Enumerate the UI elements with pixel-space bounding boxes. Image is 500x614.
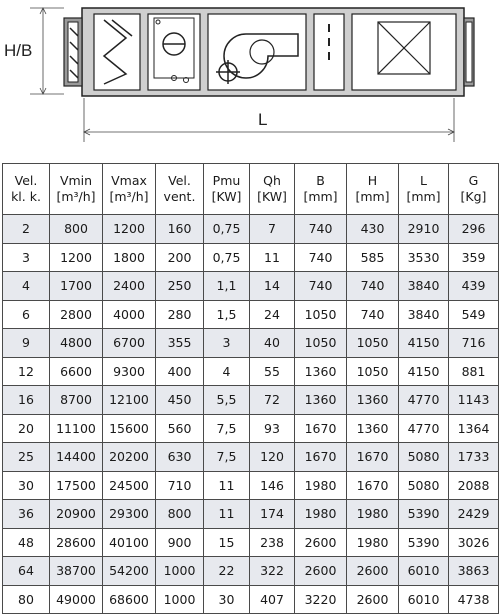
table-cell: 1700 xyxy=(50,272,103,301)
column-header-line: [KW] xyxy=(211,189,242,204)
table-row xyxy=(3,357,499,386)
table-cell: 450 xyxy=(156,386,204,415)
length-dimension xyxy=(84,98,454,142)
table-cell: 4 xyxy=(3,272,50,301)
table-cell: 716 xyxy=(449,329,499,358)
table-row xyxy=(3,272,499,301)
table-row xyxy=(3,414,499,443)
table-cell: 800 xyxy=(50,215,103,244)
table-cell: 585 xyxy=(347,243,399,272)
table-cell: 40100 xyxy=(103,528,156,557)
column-header xyxy=(3,164,50,215)
table-cell: 12100 xyxy=(103,386,156,415)
column-header-line: [mm] xyxy=(406,189,441,204)
table-row xyxy=(3,528,499,557)
table-cell: 24500 xyxy=(103,471,156,500)
column-header xyxy=(250,164,295,215)
table-cell: 2800 xyxy=(50,300,103,329)
eliminator-section-icon xyxy=(314,14,344,90)
table-cell: 1733 xyxy=(449,443,499,472)
table-cell: 1200 xyxy=(103,215,156,244)
table-row xyxy=(3,215,499,244)
table-cell: 280 xyxy=(156,300,204,329)
table-cell: 22 xyxy=(204,557,250,586)
table-row xyxy=(3,471,499,500)
table-cell: 3 xyxy=(3,243,50,272)
table-cell: 20900 xyxy=(50,500,103,529)
table-cell: 560 xyxy=(156,414,204,443)
filter-section-icon xyxy=(94,14,140,90)
table-cell: 3863 xyxy=(449,557,499,586)
table-cell: 4770 xyxy=(399,414,449,443)
table-cell: 3 xyxy=(204,329,250,358)
table-cell: 68600 xyxy=(103,585,156,614)
table-cell: 0,75 xyxy=(204,243,250,272)
table-cell: 11 xyxy=(204,471,250,500)
column-header-line: [m³/h] xyxy=(56,189,96,204)
table-cell: 1000 xyxy=(156,585,204,614)
table-cell: 740 xyxy=(295,272,347,301)
table-cell: 238 xyxy=(250,528,295,557)
table-cell: 1000 xyxy=(156,557,204,586)
table-cell: 1050 xyxy=(347,357,399,386)
column-header-line: [mm] xyxy=(303,189,338,204)
table-cell: 5,5 xyxy=(204,386,250,415)
table-cell: 120 xyxy=(250,443,295,472)
table-cell: 322 xyxy=(250,557,295,586)
table-cell: 6 xyxy=(3,300,50,329)
table-row xyxy=(3,585,499,614)
table-cell: 64 xyxy=(3,557,50,586)
height-dimension xyxy=(30,8,64,94)
table-cell: 5390 xyxy=(399,528,449,557)
table-cell: 439 xyxy=(449,272,499,301)
table-cell: 11100 xyxy=(50,414,103,443)
column-header-line: L xyxy=(420,173,427,188)
table-row xyxy=(3,443,499,472)
table-cell: 6700 xyxy=(103,329,156,358)
column-header xyxy=(449,164,499,215)
table-cell: 5080 xyxy=(399,443,449,472)
table-cell: 1050 xyxy=(347,329,399,358)
table-cell: 15600 xyxy=(103,414,156,443)
table-cell: 2 xyxy=(3,215,50,244)
length-label: L xyxy=(258,110,268,129)
table-cell: 3026 xyxy=(449,528,499,557)
column-header xyxy=(204,164,250,215)
table-cell: 2400 xyxy=(103,272,156,301)
table-cell: 881 xyxy=(449,357,499,386)
table-body xyxy=(3,215,499,614)
table-cell: 25 xyxy=(3,443,50,472)
table-cell: 28600 xyxy=(50,528,103,557)
table-row xyxy=(3,557,499,586)
table-cell: 30 xyxy=(3,471,50,500)
table-cell: 146 xyxy=(250,471,295,500)
table-cell: 11 xyxy=(250,243,295,272)
column-header-line: H xyxy=(367,173,378,188)
table-cell: 6010 xyxy=(399,585,449,614)
table-cell: 4150 xyxy=(399,329,449,358)
table-cell: 9 xyxy=(3,329,50,358)
table-cell: 407 xyxy=(250,585,295,614)
table-cell: 29300 xyxy=(103,500,156,529)
table-row xyxy=(3,243,499,272)
table-cell: 2088 xyxy=(449,471,499,500)
table-cell: 6010 xyxy=(399,557,449,586)
table-cell: 2600 xyxy=(295,557,347,586)
table-cell: 15 xyxy=(204,528,250,557)
table-cell: 4000 xyxy=(103,300,156,329)
table-cell: 250 xyxy=(156,272,204,301)
table-cell: 36 xyxy=(3,500,50,529)
table-cell: 1050 xyxy=(295,300,347,329)
column-header xyxy=(347,164,399,215)
column-header-line: B xyxy=(316,173,325,188)
table-cell: 9300 xyxy=(103,357,156,386)
table-cell: 7 xyxy=(250,215,295,244)
column-header-line: kl. k. xyxy=(11,189,41,204)
table-cell: 7,5 xyxy=(204,414,250,443)
table-cell: 48 xyxy=(3,528,50,557)
table-cell: 12 xyxy=(3,357,50,386)
column-header-line: [KW] xyxy=(257,189,287,204)
table-cell: 160 xyxy=(156,215,204,244)
column-header-line: vent. xyxy=(163,189,196,204)
table-cell: 6600 xyxy=(50,357,103,386)
table-cell: 49000 xyxy=(50,585,103,614)
column-header-line: Vmin xyxy=(59,173,93,188)
table-cell: 1670 xyxy=(347,471,399,500)
table-cell: 3840 xyxy=(399,300,449,329)
table-cell: 93 xyxy=(250,414,295,443)
table-cell: 1050 xyxy=(295,329,347,358)
table-cell: 740 xyxy=(295,243,347,272)
table-cell: 4150 xyxy=(399,357,449,386)
table-cell: 900 xyxy=(156,528,204,557)
table-cell: 14 xyxy=(250,272,295,301)
table-cell: 7,5 xyxy=(204,443,250,472)
table-cell: 1,5 xyxy=(204,300,250,329)
table-cell: 3840 xyxy=(399,272,449,301)
table-cell: 2429 xyxy=(449,500,499,529)
column-header-line: [m³/h] xyxy=(109,189,149,204)
table-cell: 1670 xyxy=(295,443,347,472)
table-cell: 1980 xyxy=(295,471,347,500)
table-cell: 1670 xyxy=(295,414,347,443)
table-cell: 55 xyxy=(250,357,295,386)
table-cell: 80 xyxy=(3,585,50,614)
table-cell: 710 xyxy=(156,471,204,500)
column-header-line: Vmax xyxy=(111,173,147,188)
height-label: H/B xyxy=(4,41,33,60)
table-cell: 549 xyxy=(449,300,499,329)
table-cell: 1360 xyxy=(347,414,399,443)
table-cell: 4738 xyxy=(449,585,499,614)
table-cell: 20200 xyxy=(103,443,156,472)
column-header-line: [mm] xyxy=(355,189,390,204)
column-header-line: [Kg] xyxy=(460,189,487,204)
table-cell: 4800 xyxy=(50,329,103,358)
table-cell: 1980 xyxy=(295,500,347,529)
table-cell: 4 xyxy=(204,357,250,386)
table-cell: 2600 xyxy=(295,528,347,557)
table-cell: 4770 xyxy=(399,386,449,415)
table-row xyxy=(3,500,499,529)
outlet-flange-icon xyxy=(464,18,474,86)
table-cell: 1980 xyxy=(347,500,399,529)
table-cell: 1364 xyxy=(449,414,499,443)
table-cell: 355 xyxy=(156,329,204,358)
fan-section-icon xyxy=(208,14,306,90)
table-cell: 5390 xyxy=(399,500,449,529)
table-cell: 20 xyxy=(3,414,50,443)
table-cell: 2600 xyxy=(347,585,399,614)
table-cell: 8700 xyxy=(50,386,103,415)
column-header-line: Vel. xyxy=(168,173,191,188)
table-cell: 3220 xyxy=(295,585,347,614)
column-header xyxy=(295,164,347,215)
table-cell: 740 xyxy=(347,300,399,329)
table-cell: 400 xyxy=(156,357,204,386)
table-cell: 630 xyxy=(156,443,204,472)
column-header-line: Vel. xyxy=(14,173,38,188)
table-cell: 740 xyxy=(295,215,347,244)
mixing-section-icon xyxy=(352,14,456,90)
table-cell: 430 xyxy=(347,215,399,244)
table-cell: 11 xyxy=(204,500,250,529)
table-cell: 200 xyxy=(156,243,204,272)
table-cell: 5080 xyxy=(399,471,449,500)
column-header-line: Pmu xyxy=(212,173,241,188)
table-cell: 17500 xyxy=(50,471,103,500)
table-cell: 54200 xyxy=(103,557,156,586)
table-cell: 1,1 xyxy=(204,272,250,301)
table-cell: 1200 xyxy=(50,243,103,272)
table-cell: 14400 xyxy=(50,443,103,472)
column-header xyxy=(103,164,156,215)
column-header-line: G xyxy=(468,173,479,188)
table-row xyxy=(3,300,499,329)
table-cell: 1360 xyxy=(295,386,347,415)
table-cell: 2600 xyxy=(347,557,399,586)
table-cell: 174 xyxy=(250,500,295,529)
table-header-row xyxy=(3,164,499,215)
table-cell: 0,75 xyxy=(204,215,250,244)
table-cell: 1143 xyxy=(449,386,499,415)
table-cell: 38700 xyxy=(50,557,103,586)
table-cell: 40 xyxy=(250,329,295,358)
air-handling-unit-diagram xyxy=(0,0,500,160)
table-cell: 2910 xyxy=(399,215,449,244)
heater-section-icon xyxy=(148,14,200,90)
column-header xyxy=(399,164,449,215)
table-cell: 800 xyxy=(156,500,204,529)
table-row xyxy=(3,386,499,415)
column-header-line: Qh xyxy=(263,173,281,188)
table-cell: 16 xyxy=(3,386,50,415)
inlet-damper-icon xyxy=(64,18,82,86)
table-row xyxy=(3,329,499,358)
table-cell: 740 xyxy=(347,272,399,301)
table-cell: 1360 xyxy=(347,386,399,415)
table-cell: 296 xyxy=(449,215,499,244)
table-cell: 1800 xyxy=(103,243,156,272)
table-cell: 3530 xyxy=(399,243,449,272)
table-cell: 72 xyxy=(250,386,295,415)
column-header xyxy=(156,164,204,215)
table-cell: 1980 xyxy=(347,528,399,557)
table-cell: 359 xyxy=(449,243,499,272)
table-cell: 1360 xyxy=(295,357,347,386)
specification-table xyxy=(2,163,499,614)
column-header xyxy=(50,164,103,215)
table-cell: 1670 xyxy=(347,443,399,472)
table-cell: 24 xyxy=(250,300,295,329)
table-cell: 30 xyxy=(204,585,250,614)
